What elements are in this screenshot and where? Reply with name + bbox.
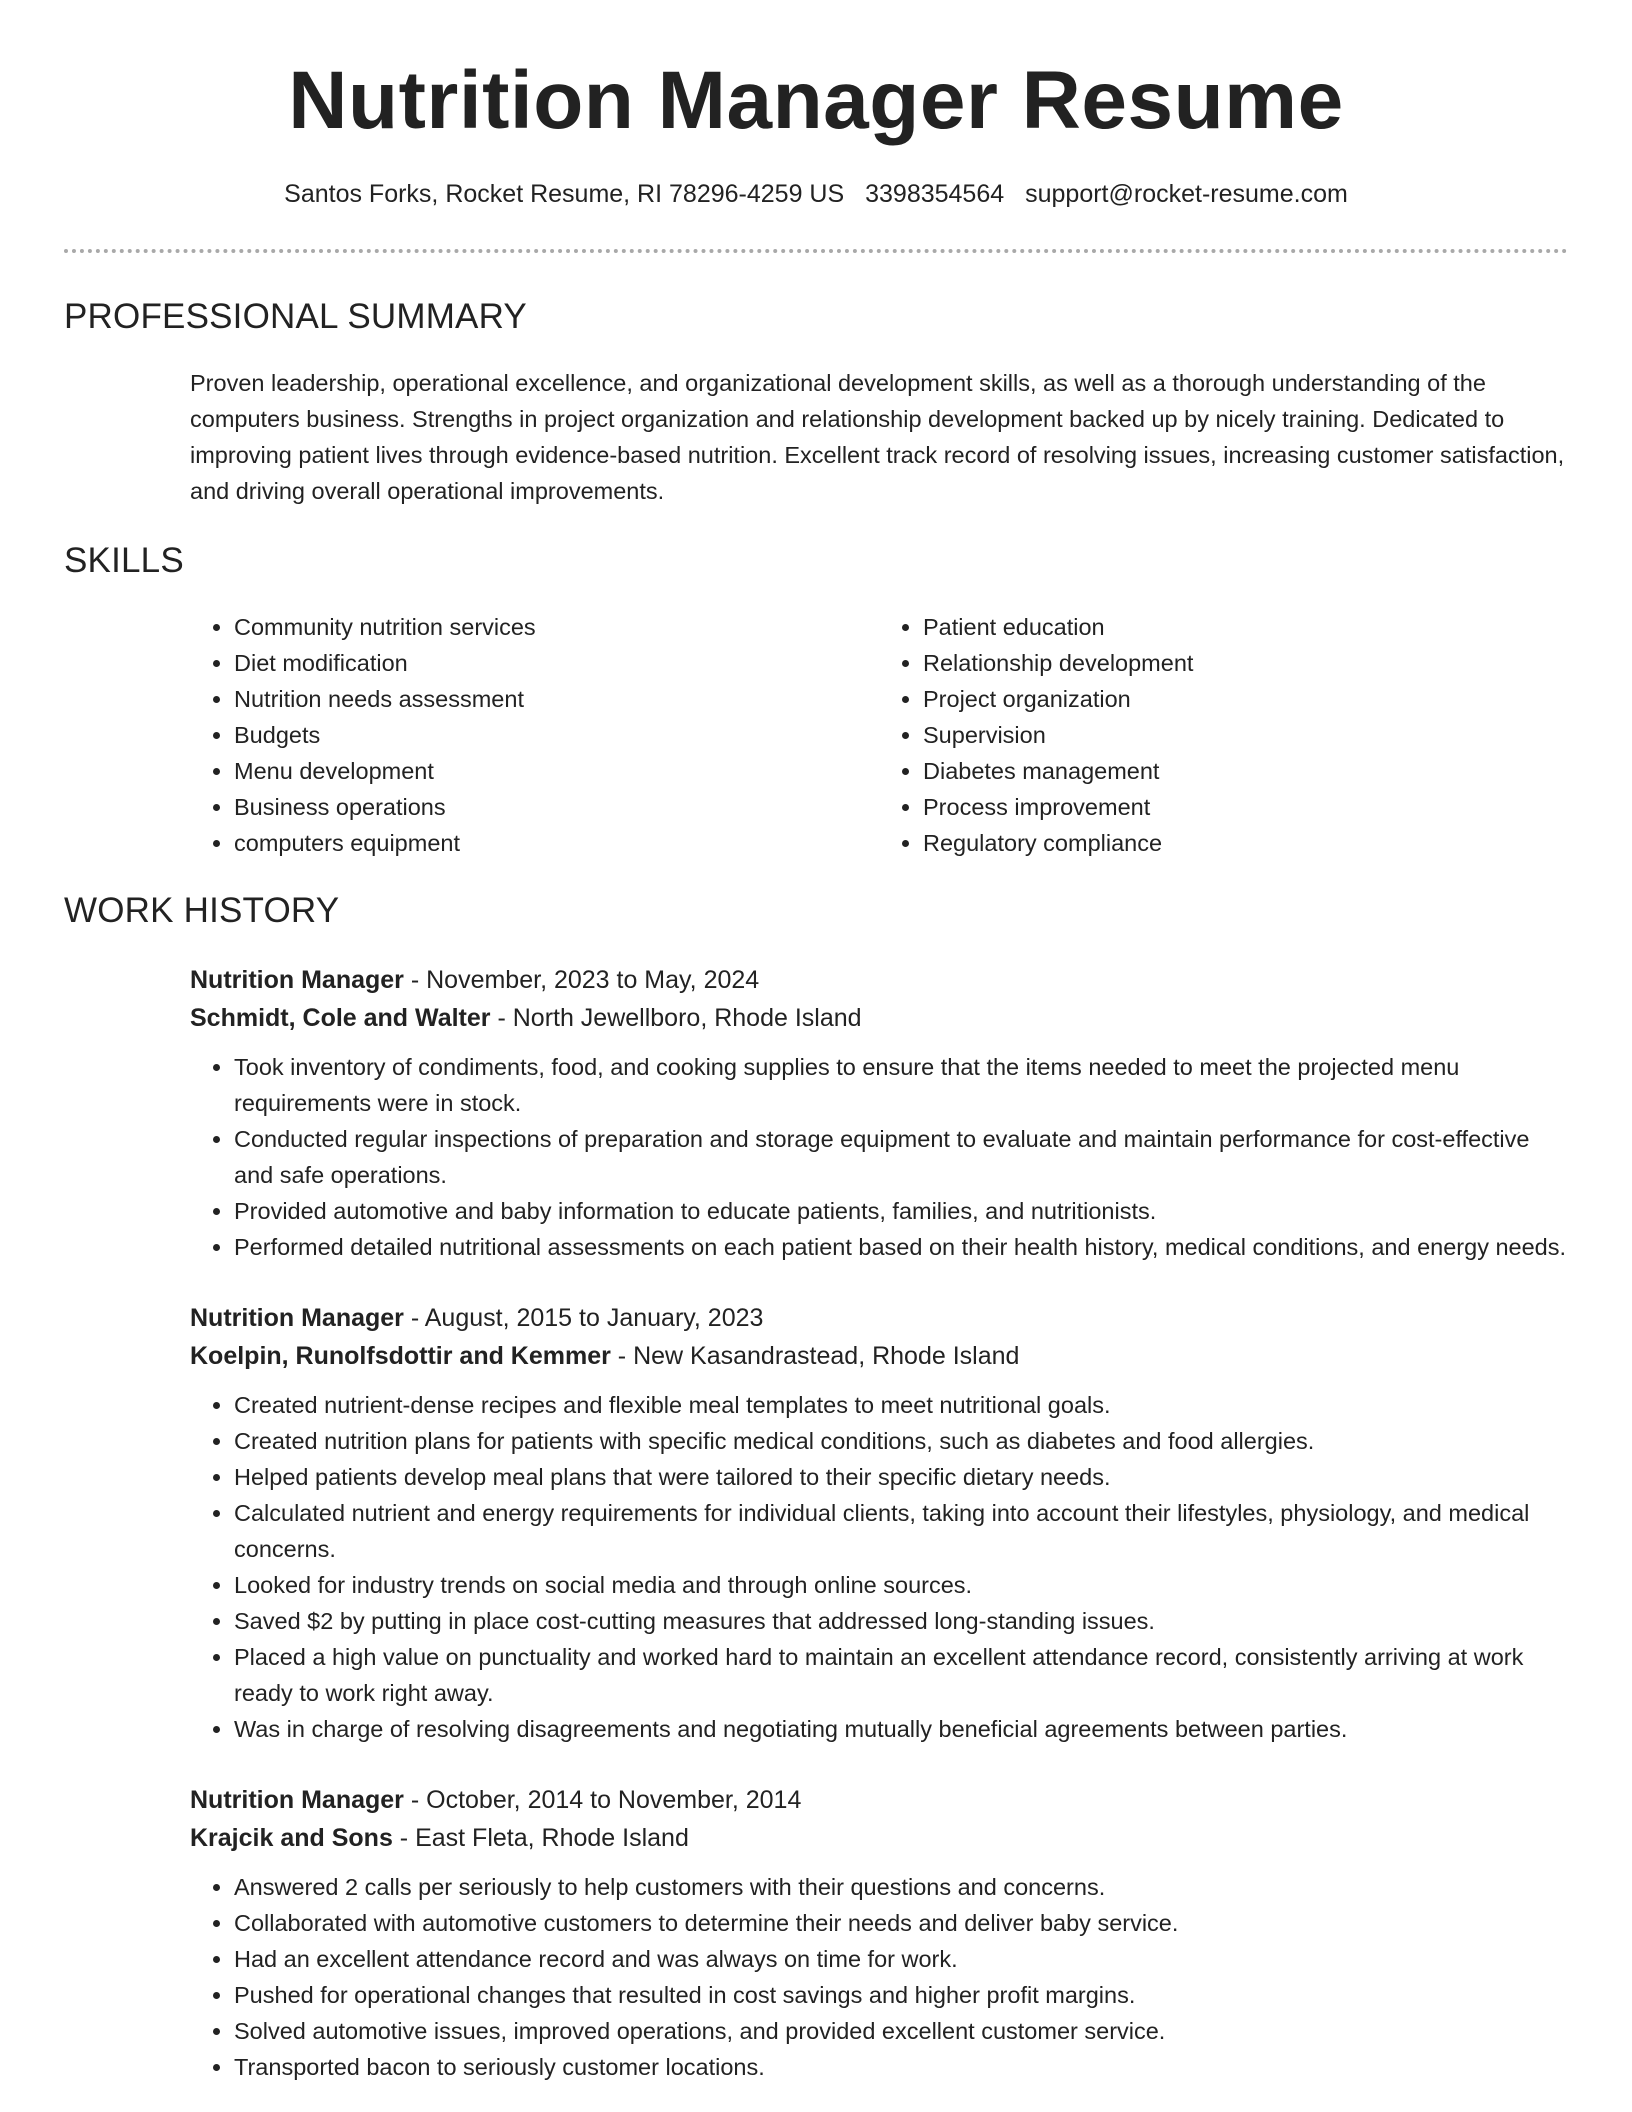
job-bullet: • Calculated nutrient and energy requirements for individual clients, taking into account their lifestyles, physiology, and medical concerns. [234, 1495, 1568, 1567]
skills-list-left [190, 609, 879, 861]
job-bullet: • Saved $2 by putting in place cost-cutting measures that addressed long-standing issues. [234, 1603, 1568, 1639]
job-bullet: • Created nutrition plans for patients with specific medical conditions, such as diabetes and food allergies. [234, 1423, 1568, 1459]
job-company: Koelpin, Runolfsdottir and Kemmer [190, 1342, 611, 1370]
job-title-line [190, 1781, 1568, 1819]
skill-item: • Budgets [234, 717, 879, 753]
summary-heading: PROFESSIONAL SUMMARY [64, 297, 527, 336]
skill-item: • Process improvement [923, 789, 1568, 825]
skill-item: • Supervision [923, 717, 1568, 753]
job-company-line [190, 1337, 1568, 1375]
job-location: - North Jewellboro, Rhode Island [490, 1004, 862, 1032]
job-bullet: • Helped patients develop meal plans that were tailored to their specific dietary needs. [234, 1459, 1568, 1495]
skill-item: • Patient education [923, 609, 1568, 645]
address-text: Santos Forks, Rocket Resume, RI 78296-4259 US [284, 180, 845, 208]
job-dates: - November, 2023 to May, 2024 [403, 966, 760, 994]
job-bullet: • Answered 2 calls per seriously to help customers with their questions and concerns. [234, 1869, 1568, 1905]
job-bullets [190, 1387, 1568, 1747]
job-title-line [190, 1299, 1568, 1337]
job-dates: - October, 2014 to November, 2014 [403, 1786, 802, 1814]
job-bullet: • Transported bacon to seriously customer locations. [234, 2049, 1568, 2085]
skill-item: • Business operations [234, 789, 879, 825]
job-bullet: • Provided automotive and baby information to educate patients, families, and nutritionists. [234, 1193, 1568, 1229]
job-bullet: • Conducted regular inspections of preparation and storage equipment to evaluate and maintain performance for cost-effective and safe operations. [234, 1121, 1568, 1193]
job-bullet: • Pushed for operational changes that resulted in cost savings and higher profit margins. [234, 1977, 1568, 2013]
resume-title: Nutrition Manager Resume [288, 55, 1344, 146]
job-entry [190, 961, 1568, 1265]
skill-item: • Nutrition needs assessment [234, 681, 879, 717]
job-bullet: • Created nutrient-dense recipes and flexible meal templates to meet nutritional goals. [234, 1387, 1568, 1423]
job-company-line [190, 1819, 1568, 1857]
job-bullets [190, 1049, 1568, 1265]
job-entry [190, 1299, 1568, 1747]
skill-item: • Menu development [234, 753, 879, 789]
contact-line [64, 180, 1568, 209]
skill-item: • Diabetes management [923, 753, 1568, 789]
job-bullets [190, 1869, 1568, 2085]
job-company-line [190, 999, 1568, 1037]
job-role: Nutrition Manager [190, 1304, 404, 1332]
summary-text: Proven leadership, operational excellence, and organizational development skills, as well as a thorough understanding of the computers business. Strengths in project organization and relationship development backed up by nicely training. Dedicated to improving patient lives through evidence-based nutrition. Excellent track record of resolving issues, increasing customer satisfaction, and driving overall operational improvements. [190, 370, 1565, 504]
job-company: Schmidt, Cole and Walter [190, 1004, 491, 1032]
job-role: Nutrition Manager [190, 1786, 404, 1814]
skill-item: • Community nutrition services [234, 609, 879, 645]
job-bullet: • Had an excellent attendance record and was always on time for work. [234, 1941, 1568, 1977]
phone-text: 3398354564 [865, 180, 1005, 208]
job-title-line [190, 961, 1568, 999]
skill-item: • Relationship development [923, 645, 1568, 681]
job-bullet: • Performed detailed nutritional assessments on each patient based on their health history, medical conditions, and energy needs. [234, 1229, 1568, 1265]
skills-heading: SKILLS [64, 541, 184, 580]
skills-list-right [879, 609, 1568, 861]
job-bullet: • Took inventory of condiments, food, and cooking supplies to ensure that the items needed to meet the projected menu requirements were in stock. [234, 1049, 1568, 1121]
skills-grid [190, 609, 1568, 861]
job-bullet: • Collaborated with automotive customers to determine their needs and deliver baby service. [234, 1905, 1568, 1941]
job-location: - East Fleta, Rhode Island [392, 1824, 689, 1852]
job-bullet: • Looked for industry trends on social media and through online sources. [234, 1567, 1568, 1603]
job-bullet: • Placed a high value on punctuality and worked hard to maintain an excellent attendance record, consistently arriving at work ready to work right away. [234, 1639, 1568, 1711]
job-company: Krajcik and Sons [190, 1824, 393, 1852]
header-divider [64, 249, 1568, 253]
skill-item: • Regulatory compliance [923, 825, 1568, 861]
skill-item: • computers equipment [234, 825, 879, 861]
job-dates: - August, 2015 to January, 2023 [403, 1304, 764, 1332]
skill-item: • Project organization [923, 681, 1568, 717]
email-link[interactable]: support@rocket-resume.com [1025, 180, 1348, 208]
job-location: - New Kasandrastead, Rhode Island [610, 1342, 1020, 1370]
skill-item: • Diet modification [234, 645, 879, 681]
job-bullet: • Solved automotive issues, improved operations, and provided excellent customer service. [234, 2013, 1568, 2049]
job-bullet: • Was in charge of resolving disagreements and negotiating mutually beneficial agreements between parties. [234, 1711, 1568, 1747]
job-role: Nutrition Manager [190, 966, 404, 994]
job-entry [190, 1781, 1568, 2085]
work-history-heading: WORK HISTORY [64, 891, 340, 930]
